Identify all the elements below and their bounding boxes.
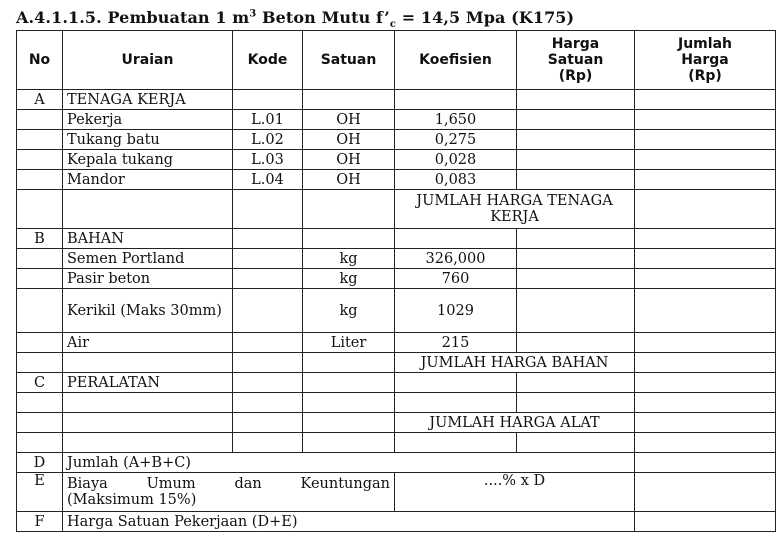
header-harga-satuan: Harga Satuan (Rp) — [517, 31, 635, 90]
header-jumlah-harga: Jumlah Harga (Rp) — [635, 31, 776, 90]
total-row-bahan — [17, 353, 776, 373]
section-row-tenaga — [17, 90, 776, 110]
summary-row-f — [17, 512, 776, 532]
total-row-alat — [17, 413, 776, 433]
table-row — [17, 433, 776, 453]
item-uraian: Tukang batu — [63, 130, 233, 150]
header-koefisien: Koefisien — [395, 31, 517, 90]
total-row-tenaga — [17, 190, 776, 229]
header-no: No — [17, 31, 63, 90]
section-label: PERALATAN — [63, 373, 233, 393]
header-kode: Kode — [233, 31, 303, 90]
table-row — [17, 170, 776, 190]
table-row — [17, 150, 776, 170]
item-satuan: OH — [303, 170, 395, 190]
section-no: B — [17, 229, 63, 249]
item-uraian: Pasir beton — [63, 269, 233, 289]
section-label: TENAGA KERJA — [63, 90, 233, 110]
item-satuan: kg — [303, 289, 395, 333]
total-label: JUMLAH HARGA ALAT — [395, 413, 635, 433]
item-koefisien: 760 — [395, 269, 517, 289]
table-row — [17, 130, 776, 150]
item-uraian: Semen Portland — [63, 249, 233, 269]
item-uraian: Kerikil (Maks 30mm) — [63, 289, 233, 333]
item-kode: L.03 — [233, 150, 303, 170]
item-kode: L.01 — [233, 110, 303, 130]
section-label: BAHAN — [63, 229, 233, 249]
item-kode: L.02 — [233, 130, 303, 150]
document-title: A.4.1.1.5. Pembuatan 1 $m^3$ Beton Mutu $f’_c = 14,5$ Mpa (K175) — [16, 8, 575, 31]
section-no: C — [17, 373, 63, 393]
table-row — [17, 269, 776, 289]
item-kode: L.04 — [233, 170, 303, 190]
item-satuan: Liter — [303, 333, 395, 353]
item-uraian: Pekerja — [63, 110, 233, 130]
table-header-row — [17, 31, 776, 90]
item-satuan: kg — [303, 269, 395, 289]
item-uraian: Mandor — [63, 170, 233, 190]
summary-no: E — [17, 473, 63, 512]
section-row-alat — [17, 373, 776, 393]
item-koefisien: 0,275 — [395, 130, 517, 150]
total-label: JUMLAH HARGA BAHAN — [395, 353, 635, 373]
item-satuan: OH — [303, 130, 395, 150]
summary-label: Jumlah (A+B+C) — [63, 453, 635, 473]
total-label: JUMLAH HARGA TENAGA KERJA — [395, 190, 635, 229]
item-koefisien: 215 — [395, 333, 517, 353]
summary-row-d — [17, 453, 776, 473]
summary-row-e — [17, 473, 776, 512]
table-row — [17, 249, 776, 269]
table-row — [17, 289, 776, 333]
section-no: A — [17, 90, 63, 110]
item-koefisien: 0,028 — [395, 150, 517, 170]
item-uraian: Air — [63, 333, 233, 353]
table-row — [17, 110, 776, 130]
summary-label: Biaya Umum dan Keuntungan (Maksimum 15%) — [63, 473, 395, 512]
item-koefisien: 0,083 — [395, 170, 517, 190]
summary-label: Harga Satuan Pekerjaan (D+E) — [63, 512, 635, 532]
section-row-bahan — [17, 229, 776, 249]
item-uraian: Kepala tukang — [63, 150, 233, 170]
table-row — [17, 333, 776, 353]
header-uraian: Uraian — [63, 31, 233, 90]
header-satuan: Satuan — [303, 31, 395, 90]
summary-no: F — [17, 512, 63, 532]
item-satuan: OH — [303, 150, 395, 170]
table-row — [17, 393, 776, 413]
item-satuan: OH — [303, 110, 395, 130]
summary-value: ....% x D — [395, 473, 635, 512]
summary-no: D — [17, 453, 63, 473]
item-koefisien: 1,650 — [395, 110, 517, 130]
item-koefisien: 1029 — [395, 289, 517, 333]
item-koefisien: 326,000 — [395, 249, 517, 269]
item-satuan: kg — [303, 249, 395, 269]
cost-analysis-table — [16, 30, 776, 532]
